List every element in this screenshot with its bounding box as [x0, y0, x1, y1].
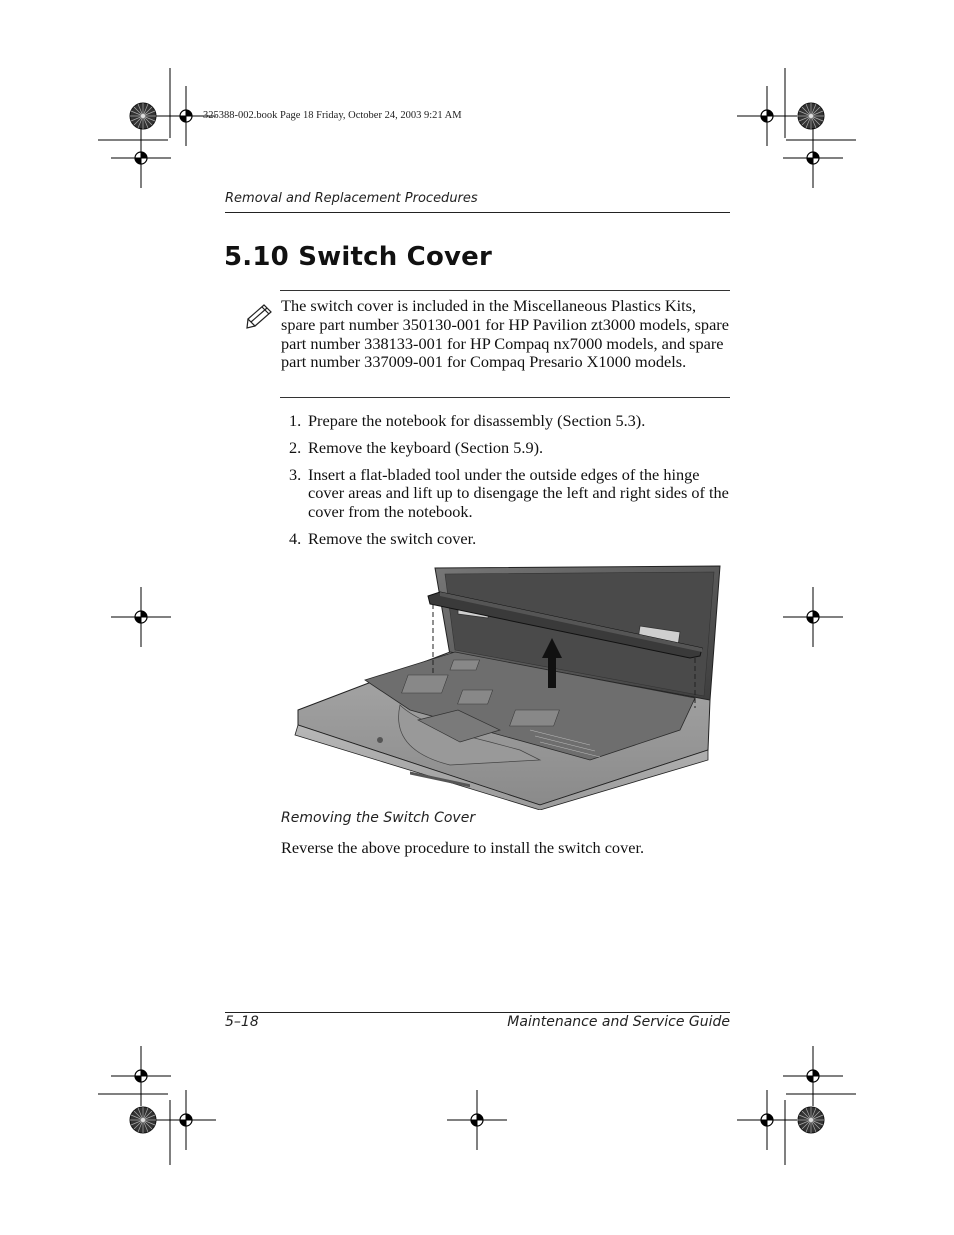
step-text: Prepare the notebook for disassembly (Section 5.3). — [308, 411, 646, 430]
crosshair-mark-bl-2 — [156, 1090, 216, 1150]
crosshair-mark-ml — [111, 587, 171, 647]
pencil-note-icon — [245, 300, 275, 330]
starburst-mark-bl — [130, 1107, 156, 1133]
step-text: Insert a flat-bladed tool under the outside edges of the hinge cover areas and lift up to disengage the left and right sides of the cover from the notebook. — [308, 464, 729, 522]
step-number: 2. — [289, 437, 302, 457]
crosshair-mark-tl-2 — [111, 128, 171, 188]
print-info: 325388-002.book Page 18 Friday, October 24, 2003 9:21 AM — [203, 110, 462, 121]
step-text: Remove the switch cover. — [308, 528, 477, 548]
section-title: 5.10 Switch Cover — [224, 242, 493, 272]
crosshair-mark-br-2 — [737, 1090, 797, 1150]
starburst-mark-tr — [798, 103, 824, 129]
crosshair-mark-mr — [783, 587, 843, 647]
step-number: 3. — [289, 464, 302, 484]
note-top-rule — [280, 290, 730, 291]
step-item — [289, 439, 733, 458]
step-number: 4. — [289, 528, 302, 548]
footer-rule — [225, 1012, 730, 1013]
figure-caption: Removing the Switch Cover — [281, 810, 476, 826]
crosshair-mark-bc — [447, 1090, 507, 1150]
starburst-mark-tl — [130, 103, 156, 129]
crosshair-mark-tr-1 — [737, 86, 797, 146]
closing-text: Reverse the above procedure to install the switch cover. — [281, 838, 645, 857]
crosshair-mark-bl-1 — [111, 1046, 171, 1106]
note-text: The switch cover is included in the Miscellaneous Plastics Kits, spare part number 350130-001 for HP Pavilion zt3000 models, spare part number 338133-001 for HP Compaq nx7000 models, and spare part number 337009-001 for Compaq Presario X1000 models. — [281, 296, 729, 372]
running-head: Removal and Replacement Procedures — [225, 191, 478, 206]
procedure-steps — [289, 412, 733, 557]
step-item — [289, 530, 733, 549]
header-rule — [225, 212, 730, 213]
note-bottom-rule — [280, 397, 730, 398]
step-number: 1. — [289, 411, 302, 430]
crosshair-mark-tr-2 — [783, 128, 843, 188]
step-item — [289, 466, 733, 522]
step-item — [289, 412, 733, 431]
crosshair-mark-br-1 — [783, 1046, 843, 1106]
starburst-mark-br — [798, 1107, 824, 1133]
page-number: 5–18 — [225, 1014, 259, 1030]
notebook-switch-cover-illustration — [290, 560, 730, 810]
guide-title: Maintenance and Service Guide — [507, 1014, 730, 1030]
step-text: Remove the keyboard (Section 5.9). — [308, 437, 544, 457]
